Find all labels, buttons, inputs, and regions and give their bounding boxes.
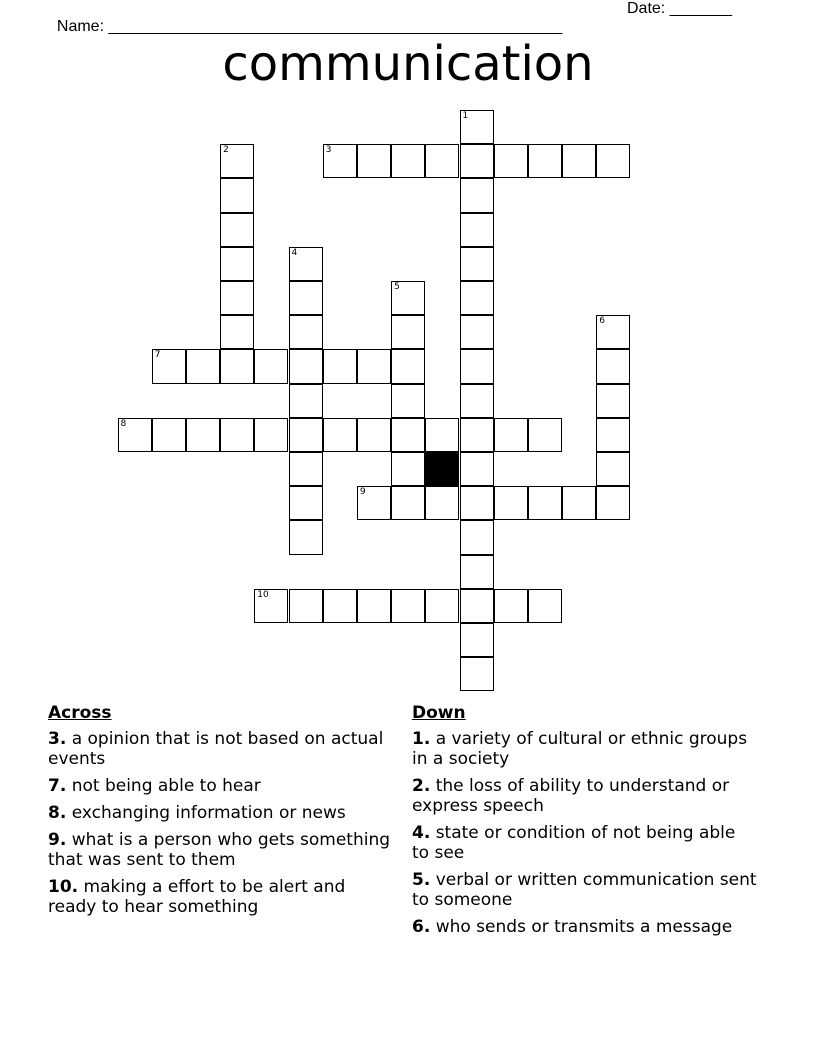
down-clue (412, 823, 757, 863)
grid-cell[interactable] (152, 418, 186, 452)
name-field[interactable]: Name: ___________________________________________________ (56, 18, 563, 35)
grid-cell[interactable] (289, 281, 323, 315)
clue-text: making a effort to be alert and ready to hear something (48, 877, 346, 917)
grid-cell[interactable] (460, 657, 494, 691)
grid-cell[interactable] (596, 384, 630, 418)
grid-cell[interactable] (152, 349, 186, 383)
date-field[interactable]: Date: _______ (627, 0, 732, 17)
clue-text: exchanging information or news (66, 803, 346, 823)
grid-cell[interactable] (460, 589, 494, 623)
grid-cell[interactable] (562, 144, 596, 178)
grid-cell[interactable] (289, 418, 323, 452)
across-clue (48, 877, 393, 917)
grid-cell[interactable] (494, 418, 528, 452)
down-clue (412, 917, 757, 937)
clue-number: 10. (48, 877, 79, 897)
clue-text: a opinion that is not based on actual events (48, 729, 384, 769)
down-clue (412, 729, 757, 769)
grid-cell[interactable] (323, 418, 357, 452)
clue-number: 3. (48, 729, 67, 749)
clue-number: 2. (412, 776, 431, 796)
grid-cell[interactable] (357, 589, 391, 623)
grid-cell[interactable] (494, 486, 528, 520)
clue-text: state or condition of not being able to see (412, 823, 736, 863)
grid-cell[interactable] (118, 418, 152, 452)
grid-cell[interactable] (460, 247, 494, 281)
grid-cell[interactable] (460, 213, 494, 247)
grid-cell[interactable] (254, 349, 288, 383)
grid-cell[interactable] (186, 349, 220, 383)
grid-cell[interactable] (460, 486, 494, 520)
grid-cell[interactable] (494, 144, 528, 178)
clue-number: 7. (48, 776, 67, 796)
grid-cell[interactable] (596, 418, 630, 452)
clue-text: not being able to hear (66, 776, 261, 796)
grid-cell[interactable] (391, 589, 425, 623)
clue-number: 6. (412, 917, 431, 937)
grid-cell[interactable] (460, 555, 494, 589)
grid-cell[interactable] (460, 315, 494, 349)
clue-number: 5. (412, 870, 431, 890)
grid-cell[interactable] (289, 589, 323, 623)
grid-cell[interactable] (596, 452, 630, 486)
clue-text: verbal or written communication sent to someone (412, 870, 757, 910)
clue-number-label: 8 (120, 418, 127, 429)
across-clues (48, 702, 393, 924)
grid-cell[interactable] (460, 349, 494, 383)
grid-cell[interactable] (289, 247, 323, 281)
grid-cell[interactable] (460, 623, 494, 657)
grid-cell[interactable] (289, 452, 323, 486)
grid-cell[interactable] (254, 589, 288, 623)
puzzle-title: communication (222, 36, 594, 92)
grid-cell[interactable] (596, 144, 630, 178)
clue-number-label: 7 (154, 350, 161, 361)
down-clues (412, 702, 757, 944)
across-clue (48, 830, 393, 870)
grid-cell[interactable] (425, 144, 459, 178)
clue-number: 8. (48, 803, 67, 823)
grid-cell[interactable] (528, 418, 562, 452)
grid-cell[interactable] (357, 486, 391, 520)
grid-cell[interactable] (391, 315, 425, 349)
grid-cell[interactable] (220, 281, 254, 315)
grid-cell[interactable] (357, 144, 391, 178)
black-cell (425, 452, 459, 486)
clue-number-label: 10 (257, 589, 269, 600)
grid-cell[interactable] (391, 281, 425, 315)
across-clue (48, 803, 393, 823)
clue-number-label: 1 (462, 111, 469, 121)
grid-cell[interactable] (391, 486, 425, 520)
grid-cell[interactable] (391, 384, 425, 418)
grid-cell[interactable] (323, 589, 357, 623)
grid-cell[interactable] (596, 349, 630, 383)
grid-cell[interactable] (460, 418, 494, 452)
across-heading: Across (48, 703, 112, 723)
clue-text: who sends or transmits a message (430, 917, 733, 937)
clue-text: a variety of cultural or ethnic groups in a society (412, 729, 748, 769)
across-clue (48, 776, 393, 796)
grid-cell[interactable] (289, 486, 323, 520)
grid-cell[interactable] (289, 349, 323, 383)
grid-cell[interactable] (357, 418, 391, 452)
grid-cell[interactable] (289, 384, 323, 418)
clue-number: 1. (412, 729, 431, 749)
grid-cell[interactable] (460, 110, 494, 144)
grid-cell[interactable] (596, 315, 630, 349)
grid-cell[interactable] (254, 418, 288, 452)
grid-cell[interactable] (460, 144, 494, 178)
grid-cell[interactable] (289, 520, 323, 554)
clue-number-label: 3 (325, 145, 332, 156)
clue-text: the loss of ability to understand or express speech (412, 776, 730, 816)
grid-cell[interactable] (323, 349, 357, 383)
down-heading: Down (412, 703, 466, 723)
grid-cell[interactable] (220, 315, 254, 349)
grid-cell[interactable] (528, 486, 562, 520)
grid-cell[interactable] (528, 589, 562, 623)
grid-cell[interactable] (357, 349, 391, 383)
down-clue (412, 870, 757, 910)
grid-cell[interactable] (220, 144, 254, 178)
across-clue (48, 729, 393, 769)
grid-cell[interactable] (596, 486, 630, 520)
down-clue (412, 776, 757, 816)
grid-cell[interactable] (562, 486, 596, 520)
grid-cell[interactable] (391, 144, 425, 178)
grid-cell[interactable] (460, 178, 494, 212)
grid-cell[interactable] (391, 452, 425, 486)
grid-cell[interactable] (528, 144, 562, 178)
grid-cell[interactable] (220, 418, 254, 452)
grid-cell[interactable] (391, 418, 425, 452)
clue-number-label: 9 (359, 487, 366, 498)
clue-number-label: 5 (394, 282, 400, 292)
grid-cell[interactable] (460, 520, 494, 554)
grid-cell[interactable] (425, 418, 459, 452)
grid-cell[interactable] (289, 315, 323, 349)
grid-cell[interactable] (460, 452, 494, 486)
grid-cell[interactable] (425, 486, 459, 520)
clue-number: 4. (412, 823, 431, 843)
grid-cell[interactable] (460, 281, 494, 315)
grid-cell[interactable] (186, 418, 220, 452)
grid-cell[interactable] (460, 384, 494, 418)
grid-cell[interactable] (220, 349, 254, 383)
grid-cell[interactable] (425, 589, 459, 623)
clue-number-label: 4 (291, 247, 298, 258)
grid-cell[interactable] (220, 247, 254, 281)
grid-cell[interactable] (220, 178, 254, 212)
grid-cell[interactable] (323, 144, 357, 178)
grid-cell[interactable] (391, 349, 425, 383)
clue-number-label: 6 (599, 316, 606, 327)
clue-number: 9. (48, 830, 67, 850)
clue-text: what is a person who gets something that was sent to them (48, 830, 391, 870)
clue-number-label: 2 (223, 145, 229, 156)
grid-cell[interactable] (220, 213, 254, 247)
grid-cell[interactable] (494, 589, 528, 623)
